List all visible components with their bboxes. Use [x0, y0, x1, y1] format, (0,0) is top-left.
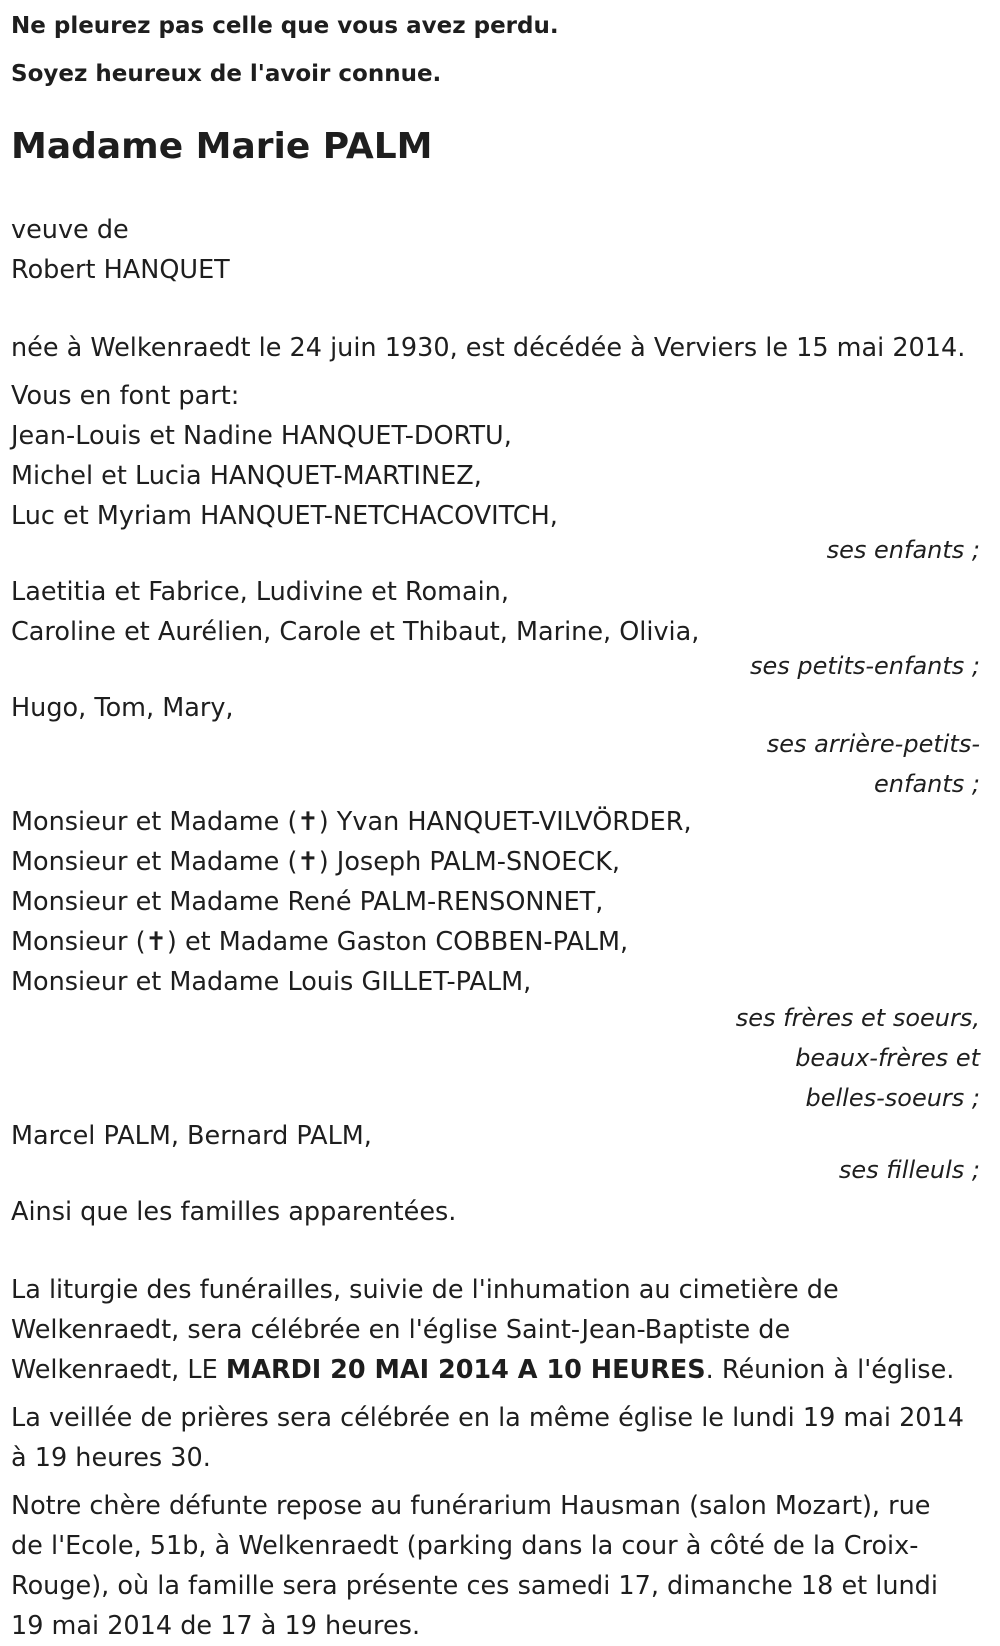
vigil-line-2: à 19 heures 30.	[11, 1443, 211, 1473]
vigil-line-1: La veillée de prières sera célébrée en la même église le lundi 19 mai 2014	[11, 1403, 964, 1433]
birth-death-dates: née à Welkenraedt le 24 juin 1930, est décédée à Verviers le 15 mai 2014.	[11, 333, 966, 363]
visitation-line-1: Notre chère défunte repose au funérarium Hausman (salon Mozart), rue	[11, 1491, 931, 1521]
widow-label: veuve de	[11, 215, 129, 245]
visitation-line-4: 19 mai 2014 de 17 à 19 heures.	[11, 1611, 421, 1641]
funeral-line-3-post: . Réunion à l'église.	[705, 1355, 955, 1385]
siblings-role-line: belles-soeurs ;	[805, 1084, 980, 1112]
quote-line-1: Ne pleurez pas celle que vous avez perdu.	[11, 13, 559, 39]
sibling-line: Monsieur et Madame René PALM-RENSONNET,	[11, 887, 604, 917]
godchildren-role: ses filleuls ;	[838, 1156, 980, 1184]
sibling-line: Monsieur et Madame (✝) Yvan HANQUET-VILVÖRDER,	[11, 807, 692, 837]
great-grandchildren-role	[11, 724, 981, 804]
visitation-line-2: de l'Ecole, 51b, à Welkenraedt (parking dans la cour à côté de la Croix-	[11, 1531, 919, 1561]
funeral-line-1: La liturgie des funérailles, suivie de l'inhumation au cimetière de	[11, 1275, 839, 1305]
announce-intro: Vous en font part:	[11, 381, 240, 411]
obituary-document	[11, 0, 981, 1646]
spouse-name: Robert HANQUET	[11, 255, 230, 285]
child-line: Jean-Louis et Nadine HANQUET-DORTU,	[11, 421, 512, 451]
siblings-role-line: beaux-frères et	[795, 1044, 980, 1072]
families-line: Ainsi que les familles apparentées.	[11, 1197, 457, 1227]
grandchildren-role: ses petits-enfants ;	[749, 652, 980, 680]
grandchild-line: Laetitia et Fabrice, Ludivine et Romain,	[11, 577, 509, 607]
child-line: Luc et Myriam HANQUET-NETCHACOVITCH,	[11, 501, 558, 531]
deceased-name: Madame Marie PALM	[11, 126, 433, 167]
children-role: ses enfants ;	[826, 536, 980, 564]
funeral-line-3	[11, 1350, 981, 1390]
visitation-line-3: Rouge), où la famille sera présente ces samedi 17, dimanche 18 et lundi	[11, 1571, 938, 1601]
great-grandchildren-role-line: ses arrière-petits-	[766, 730, 980, 758]
sibling-line: Monsieur et Madame Louis GILLET-PALM,	[11, 967, 532, 997]
funeral-line-2: Welkenraedt, sera célébrée en l'église Saint-Jean-Baptiste de	[11, 1315, 791, 1345]
quote-line-2: Soyez heureux de l'avoir connue.	[11, 61, 442, 87]
funeral-line-3-pre: Welkenraedt, LE	[11, 1355, 226, 1385]
great-grandchild-line: Hugo, Tom, Mary,	[11, 693, 234, 723]
siblings-role	[11, 998, 981, 1118]
sibling-line: Monsieur (✝) et Madame Gaston COBBEN-PALM,	[11, 927, 629, 957]
sibling-line: Monsieur et Madame (✝) Joseph PALM-SNOECK,	[11, 847, 621, 877]
siblings-role-line: ses frères et soeurs,	[735, 1004, 980, 1032]
great-grandchildren-role-line: enfants ;	[874, 770, 980, 798]
godchild-line: Marcel PALM, Bernard PALM,	[11, 1121, 372, 1151]
child-line: Michel et Lucia HANQUET-MARTINEZ,	[11, 461, 482, 491]
grandchild-line: Caroline et Aurélien, Carole et Thibaut, Marine, Olivia,	[11, 617, 700, 647]
funeral-date-time: MARDI 20 MAI 2014 A 10 HEURES	[225, 1355, 706, 1385]
